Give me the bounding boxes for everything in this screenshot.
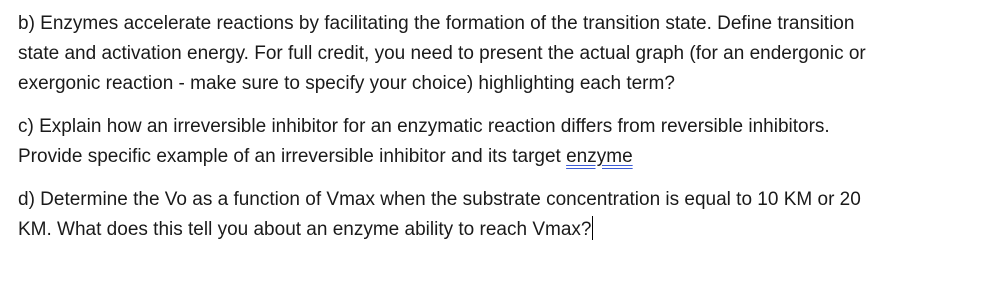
question-c-line-1: c) Explain how an irreversible inhibitor for an enzymatic reaction differs from reversible inhibitors. [18,116,830,137]
question-c-line-2-text: Provide specific example of an irreversible inhibitor and its target [18,146,567,167]
document-body[interactable] [18,9,984,245]
question-b [18,9,984,99]
question-d [18,185,984,245]
question-b-line-3: exergonic reaction - make sure to specify your choice) highlighting each term? [18,73,675,94]
question-b-line-2: state and activation energy. For full credit, you need to present the actual graph (for an endergonic or [18,43,866,64]
question-d-line-2 [18,215,984,245]
text-cursor [592,216,593,240]
question-b-line-1: b) Enzymes accelerate reactions by facilitating the formation of the transition state. Define transition [18,13,855,34]
question-c-line-2 [18,142,984,172]
question-d-line-1: d) Determine the Vo as a function of Vmax when the substrate concentration is equal to 10 KM or 20 [18,189,861,210]
question-c [18,112,984,172]
question-d-line-2-text: KM. What does this tell you about an enzyme ability to reach Vmax? [18,219,592,240]
grammar-flagged-word[interactable]: enzyme [566,146,633,167]
